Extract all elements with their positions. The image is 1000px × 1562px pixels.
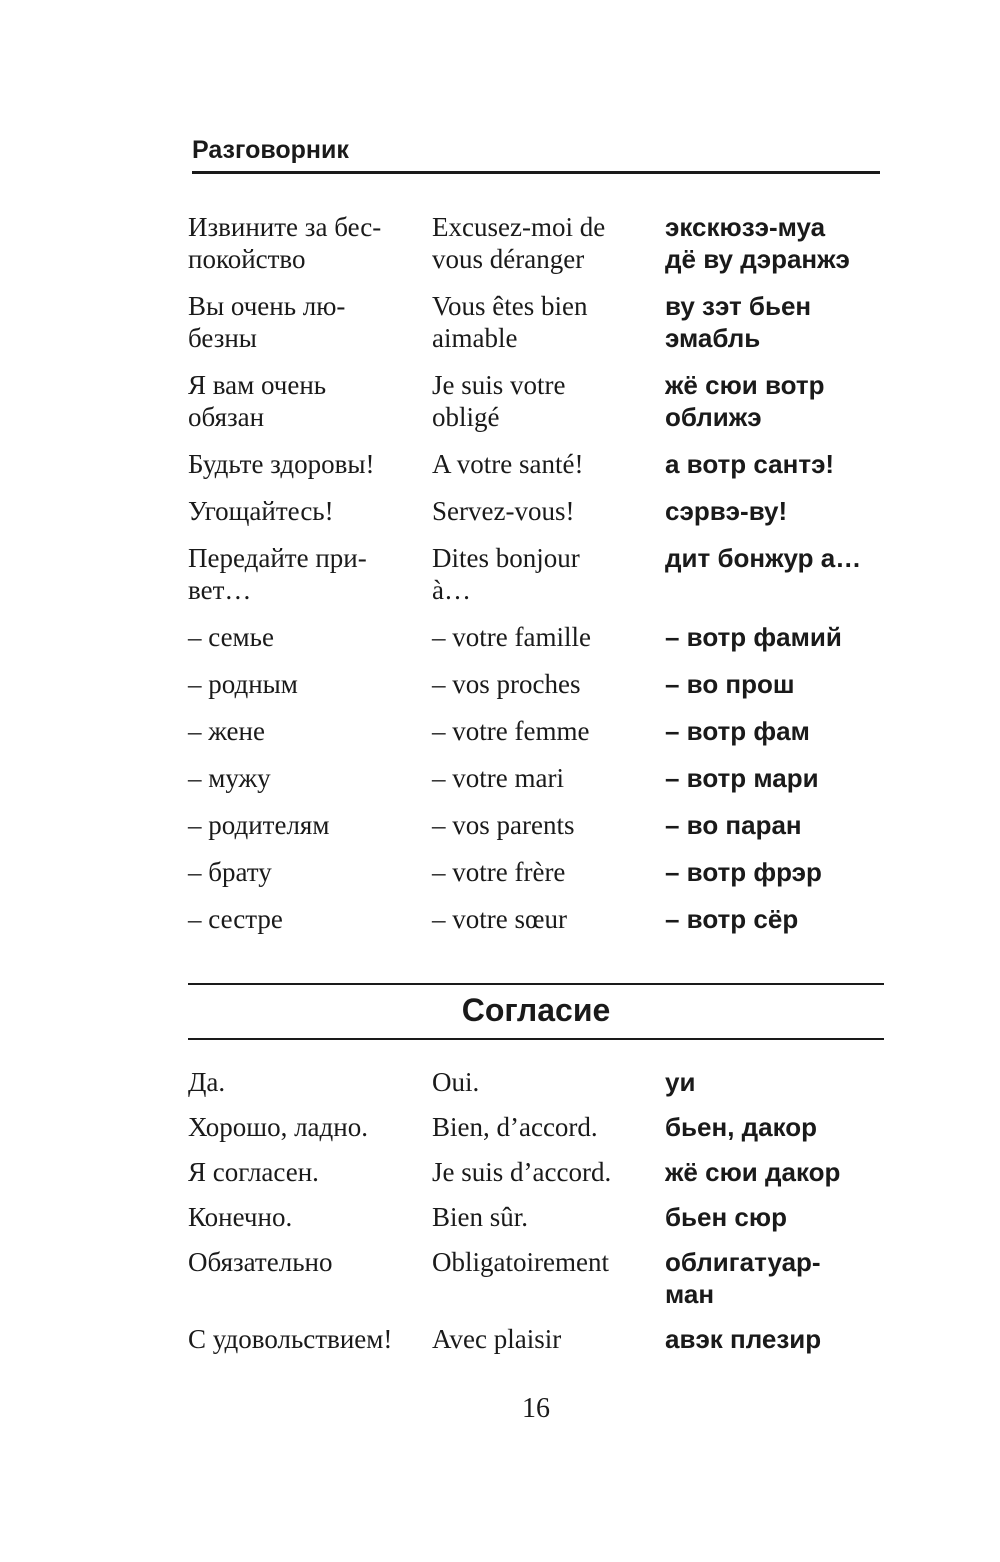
french-phrase: Dites bonjour à… — [432, 543, 580, 605]
phrase-row — [188, 1201, 888, 1246]
french-phrase: Je suis d’accord. — [432, 1157, 612, 1187]
section-rule-top — [188, 983, 884, 985]
russian-phrase: – сестре — [188, 904, 283, 934]
transcription: – вотр фамий — [665, 622, 842, 652]
transcription: жё сюи вотр оближэ — [665, 370, 825, 432]
phrase-row — [188, 715, 888, 762]
russian-phrase: Передайте при- вет… — [188, 543, 367, 605]
french-phrase: Bien, d’accord. — [432, 1112, 598, 1142]
transcription: а вотр сантэ! — [665, 449, 835, 479]
transcription: авэк плезир — [665, 1324, 822, 1354]
russian-phrase: Я согласен. — [188, 1157, 319, 1187]
page-number: 16 — [522, 1393, 550, 1424]
russian-phrase: Я вам очень обязан — [188, 370, 327, 432]
french-phrase: Vous êtes bien aimable — [432, 291, 588, 353]
phrase-row — [188, 762, 888, 809]
french-phrase: – votre femme — [432, 716, 590, 746]
russian-phrase: Да. — [188, 1067, 226, 1097]
transcription: экскюзэ-муа дё ву дэранжэ — [665, 212, 850, 274]
french-phrase: Avec plaisir — [432, 1324, 562, 1354]
transcription: – вотр сёр — [665, 904, 799, 934]
phrase-row — [188, 211, 888, 290]
russian-phrase: – брату — [188, 857, 272, 887]
phrase-row — [188, 1111, 888, 1156]
transcription: уи — [665, 1067, 696, 1097]
french-phrase: – votre famille — [432, 622, 591, 652]
transcription: жё сюи дакор — [665, 1157, 841, 1187]
phrase-row — [188, 1323, 888, 1368]
french-phrase: A votre santé! — [432, 449, 584, 479]
phrase-table-agreement — [188, 1066, 888, 1368]
running-head: Разговорник — [192, 136, 349, 164]
section-title: Согласие — [461, 992, 611, 1028]
phrase-row — [188, 495, 888, 542]
french-phrase: – votre sœur — [432, 904, 567, 934]
french-phrase: Servez-vous! — [432, 496, 575, 526]
transcription: – во паран — [665, 810, 802, 840]
russian-phrase: – родным — [188, 669, 298, 699]
section-rule-bottom — [188, 1038, 884, 1040]
russian-phrase: – родителям — [188, 810, 330, 840]
phrase-table-courtesy — [188, 211, 888, 950]
transcription: облигатуар- ман — [665, 1247, 821, 1309]
french-phrase: Je suis votre obligé — [432, 370, 566, 432]
phrase-row — [188, 1066, 888, 1111]
french-phrase: Oui. — [432, 1067, 480, 1097]
french-phrase: Excusez-moi de vous déranger — [432, 212, 606, 274]
transcription: бьен, дакор — [665, 1112, 818, 1142]
russian-phrase: – жене — [188, 716, 265, 746]
phrase-row — [188, 856, 888, 903]
phrase-row — [188, 1246, 888, 1323]
phrase-table-body — [188, 1066, 888, 1368]
phrase-row — [188, 621, 888, 668]
transcription: дит бонжур а… — [665, 543, 862, 573]
russian-phrase: – мужу — [188, 763, 271, 793]
transcription: – во прош — [665, 669, 795, 699]
phrase-row — [188, 290, 888, 369]
phrase-row — [188, 448, 888, 495]
transcription: сэрвэ-ву! — [665, 496, 788, 526]
russian-phrase: Обязательно — [188, 1247, 333, 1277]
transcription: ву зэт бьен эмабль — [665, 291, 812, 353]
french-phrase: Bien sûr. — [432, 1202, 529, 1232]
russian-phrase: Будьте здоровы! — [188, 449, 375, 479]
transcription: – вотр мари — [665, 763, 819, 793]
french-phrase: – votre mari — [432, 763, 564, 793]
transcription: – вотр фам — [665, 716, 810, 746]
russian-phrase: Хорошо, ладно. — [188, 1112, 368, 1142]
russian-phrase: – семье — [188, 622, 274, 652]
transcription: бьен сюр — [665, 1202, 787, 1232]
phrase-table-body — [188, 211, 888, 950]
french-phrase: – vos proches — [432, 669, 581, 699]
russian-phrase: С удовольствием! — [188, 1324, 393, 1354]
french-phrase: – votre frère — [432, 857, 566, 887]
phrase-row — [188, 668, 888, 715]
french-phrase: – vos parents — [432, 810, 575, 840]
phrase-row — [188, 903, 888, 950]
russian-phrase: Извините за бес- покойство — [188, 212, 382, 274]
russian-phrase: Вы очень лю- безны — [188, 291, 346, 353]
header-rule — [192, 171, 880, 174]
phrase-row — [188, 369, 888, 448]
transcription: – вотр фрэр — [665, 857, 822, 887]
phrase-row — [188, 542, 888, 621]
russian-phrase: Конечно. — [188, 1202, 293, 1232]
phrase-row — [188, 1156, 888, 1201]
russian-phrase: Угощайтесь! — [188, 496, 334, 526]
french-phrase: Obligatoirement — [432, 1247, 609, 1277]
phrase-row — [188, 809, 888, 856]
